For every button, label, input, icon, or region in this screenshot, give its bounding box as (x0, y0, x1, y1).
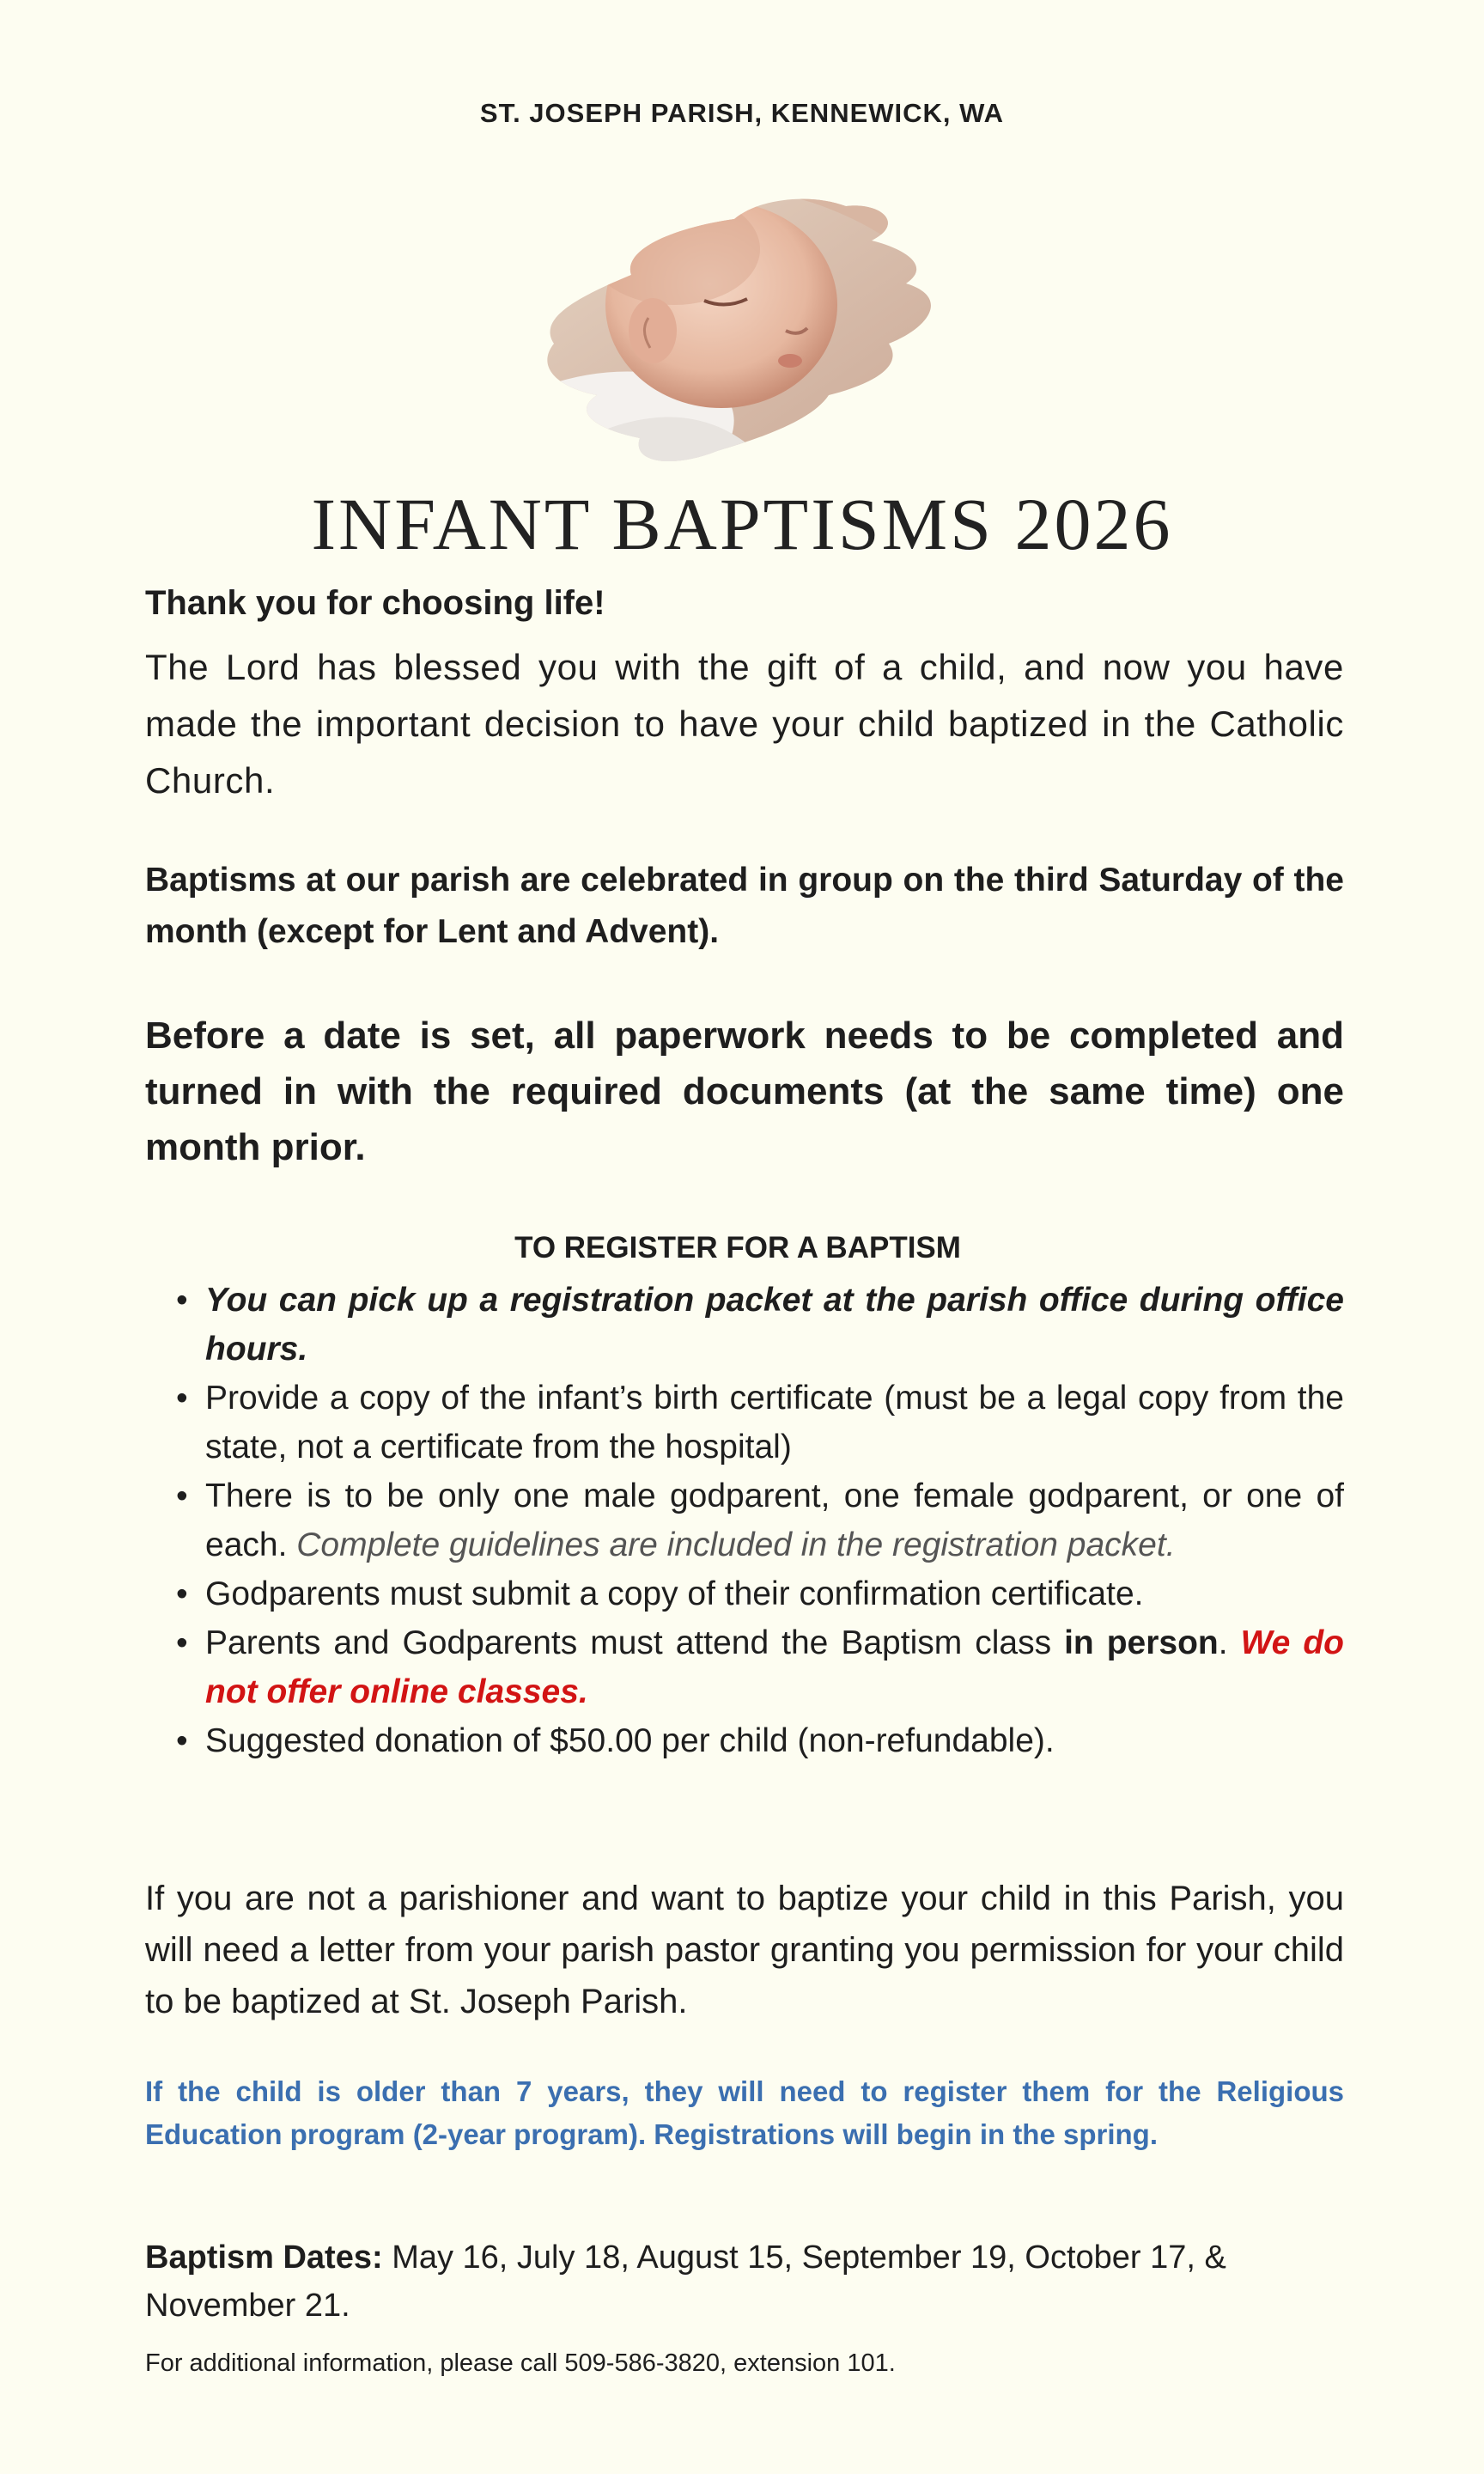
paperwork-text: Before a date is set, all paperwork needs to be completed and turned in with the required documents (at the same time) one month prior. (145, 1015, 1344, 1168)
bullet-icon: • (176, 1282, 188, 1319)
bullet-icon: • (176, 1478, 188, 1514)
schedule-text: Baptisms at our parish are celebrated in group on the third Saturday of the month (except for Lent and Advent). (145, 862, 1344, 950)
bullet-icon: • (176, 1380, 188, 1417)
list-item (145, 1716, 1344, 1765)
bullet-icon: • (176, 1722, 188, 1759)
sleeping-infant-photo (502, 146, 983, 481)
intro-heading: Thank you for choosing life! (145, 584, 605, 622)
register-heading: TO REGISTER FOR A BAPTISM (514, 1231, 961, 1264)
dates-label: Baptism Dates: (145, 2239, 383, 2276)
item-emphasis: in person (1064, 1624, 1219, 1661)
list-item (145, 1472, 1344, 1569)
bullet-icon: • (176, 1575, 188, 1612)
parish-name: ST. JOSEPH PARISH, KENNEWICK, WA (479, 98, 1005, 128)
page-title: INFANT BAPTISMS 2026 (311, 483, 1173, 565)
list-item (145, 1618, 1344, 1716)
bullet-icon: • (176, 1624, 188, 1661)
intro-text: The Lord has blessed you with the gift of a child, and now you have made the important decision to have your child baptized in the Catholic Church. (145, 647, 1344, 801)
item-text: You can pick up a registration packet at the parish office during office hours. (205, 1282, 1344, 1368)
item-text: There is to be only one male godparent, one female godparent, or one of each. (205, 1478, 1344, 1563)
contact-info: For additional information, please call 509-586-3820, extension 101. (145, 2349, 896, 2377)
item-text: Godparents must submit a copy of their confirmation certificate. (205, 1575, 1144, 1612)
list-item (145, 1276, 1344, 1374)
list-item (145, 1374, 1344, 1472)
item-note: Complete guidelines are included in the registration packet. (296, 1526, 1176, 1563)
item-text: Provide a copy of the infant’s birth certificate (must be a legal copy from the state, not a certificate from the hospital) (205, 1380, 1344, 1466)
item-punct: . (1218, 1624, 1241, 1661)
item-text: Parents and Godparents must attend the Baptism class (205, 1624, 1065, 1661)
nonparishioner-text: If you are not a parishioner and want to baptize your child in this Parish, you will need a letter from your parish pastor granting you permission for your child to be baptized at St. Joseph Parish. (145, 1880, 1344, 2020)
dates-value: May 16, July 18, August 15, September 19, October 17, & November 21. (145, 2239, 1226, 2324)
list-item (145, 1569, 1344, 1618)
older-child-note: If the child is older than 7 years, they will need to register them for the Religious Education program (2-year program). Registrations will begin in the spring. (145, 2075, 1344, 2150)
baptism-dates (145, 2233, 1344, 2330)
requirements-list (145, 1276, 1344, 1765)
online-warning: We do not offer online classes. (205, 1624, 1344, 1710)
item-text: Suggested donation of $50.00 per child (non-refundable). (205, 1722, 1055, 1759)
